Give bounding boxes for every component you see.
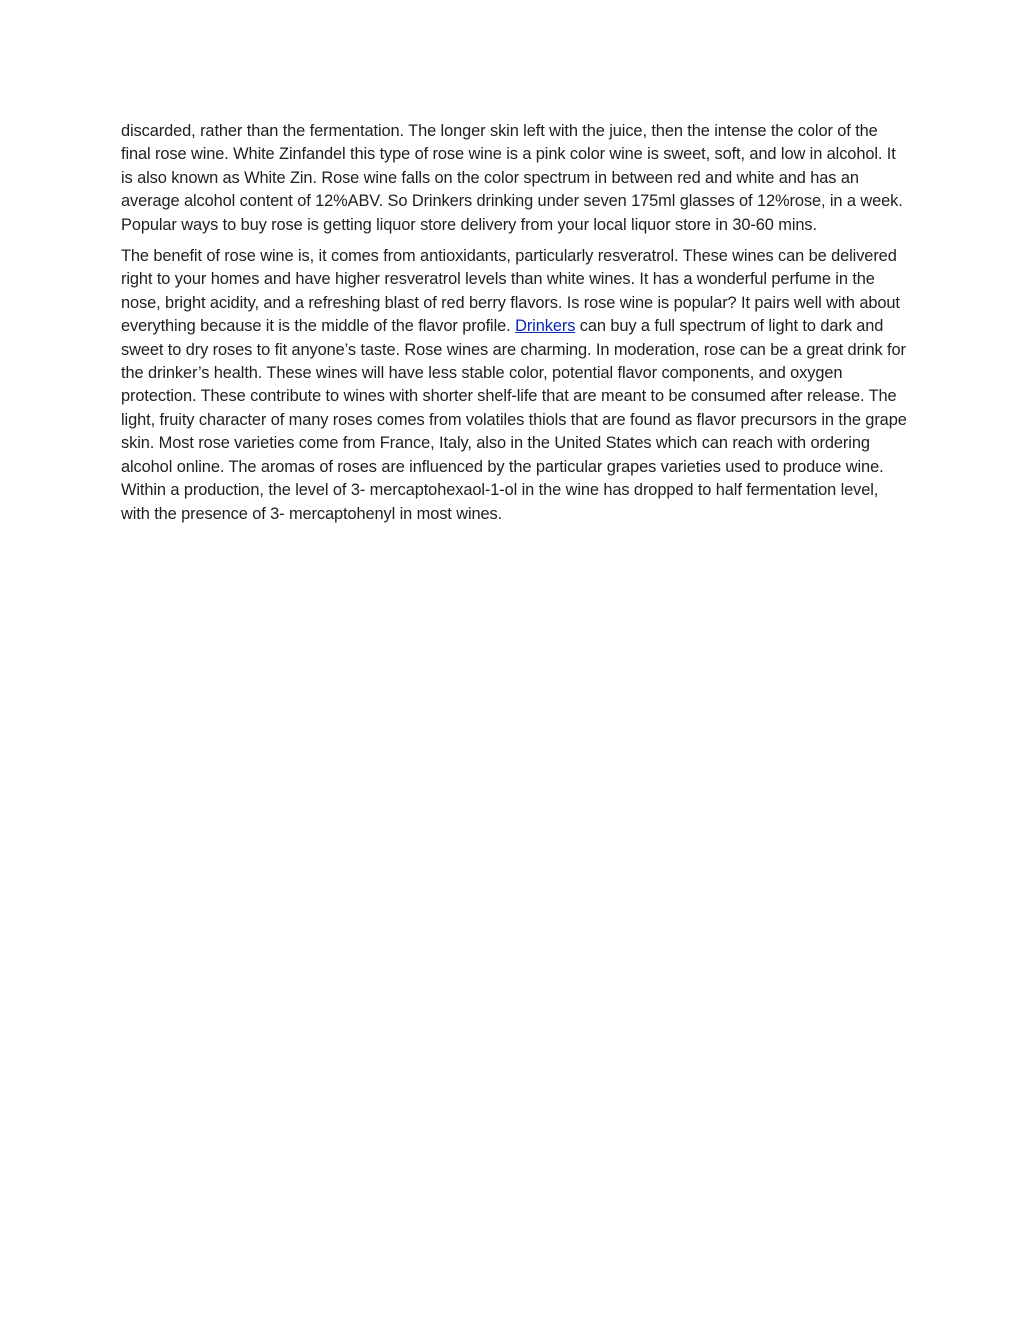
paragraph-2-text-start: The benefit of rose wine is, it comes from antioxidants, particularly resveratrol. These wines can be delivered right to your homes and have higher resveratrol levels than white wines. It has a wonderful perfume in the nose, bright acidity, and a refreshing blast of red berry flavors. Is rose wine is popular? It pairs well with about everything because it is the middle of the flavor profile. bbox=[121, 247, 900, 336]
drinkers-link[interactable]: Drinkers bbox=[515, 317, 576, 336]
paragraph-2 bbox=[121, 245, 907, 526]
paragraph-2-text-end: can buy a full spectrum of light to dark and sweet to dry roses to fit anyone’s taste. Rose wines are charming. In moderation, rose can be a great drink for the drinker’s health. These wines will have less stable color, potential flavor components, and oxygen protection. These contribute to wines with shorter shelf-life that are meant to be consumed after release. The light, fruity character of many roses comes from volatiles thiols that are found as flavor precursors in the grape skin. Most rose varieties come from France, Italy, also in the United States which can reach with ordering alcohol online. The aromas of roses are influenced by the particular grapes varieties used to produce wine. Within a production, the level of 3- mercaptohexaol-1-ol in the wine has dropped to half fermentation level, with the presence of 3- mercaptohenyl in most wines. bbox=[121, 317, 907, 523]
document-body bbox=[121, 120, 907, 534]
paragraph-1: discarded, rather than the fermentation. The longer skin left with the juice, then the intense the color of the final rose wine. White Zinfandel this type of rose wine is a pink color wine is sweet, soft, and low in alcohol. It is also known as White Zin. Rose wine falls on the color spectrum in between red and white and has an average alcohol content of 12%ABV. So Drinkers drinking under seven 175ml glasses of 12%rose, in a week. Popular ways to buy rose is getting liquor store delivery from your local liquor store in 30-60 mins. bbox=[121, 122, 903, 234]
